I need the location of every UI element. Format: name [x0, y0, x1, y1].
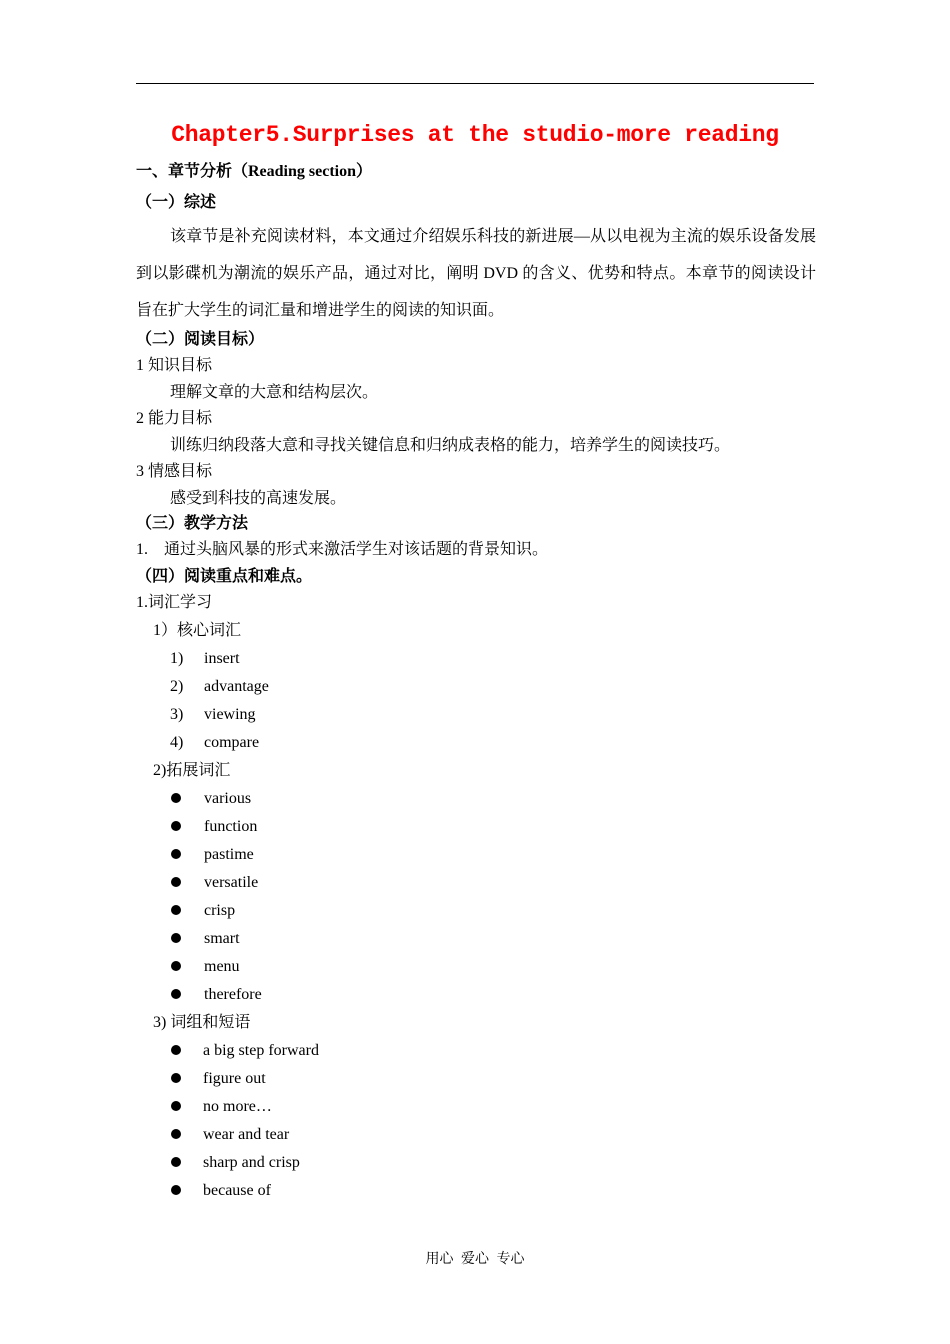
phrase-item: figure out [203, 1070, 266, 1087]
bullet-icon [170, 1157, 182, 1169]
core-vocab-item-number: 1) [170, 650, 184, 667]
core-vocab-heading: 1）核心词汇 [153, 622, 242, 639]
goal-1-detail: 理解文章的大意和结构层次。 [170, 384, 379, 401]
core-vocab-item-word: insert [204, 650, 240, 667]
extended-vocab-item: function [204, 818, 258, 835]
core-vocab-item [170, 733, 259, 753]
bullet-icon [170, 961, 182, 973]
core-vocab-item [170, 649, 240, 669]
method-item [136, 540, 548, 560]
extended-vocab-item: various [204, 790, 252, 807]
phrase-item: wear and tear [203, 1126, 290, 1143]
heading-methods: （三）教学方法 [136, 515, 249, 532]
method-item-number: 1. [136, 541, 148, 558]
header-rule [136, 83, 814, 84]
extended-vocab-heading: 2)拓展词汇 [153, 762, 231, 779]
bullet-icon [170, 1185, 182, 1197]
overview-paragraph: 该章节是补充阅读材料，本文通过介绍娱乐科技的新进展—从以电视为主流的娱乐设备发展到以影碟机为潮流的娱乐产品，通过对比，阐明 DVD 的含义、优势和特点。本章节的阅读设计旨在扩大学生的词汇量和增进学生的阅读的知识面。 [136, 228, 816, 319]
heading-keypoints: （四）阅读重点和难点。 [136, 568, 313, 585]
goal-1-label: 1 知识目标 [136, 357, 213, 374]
core-vocab-item-number: 3) [170, 706, 184, 723]
bullet-icon [170, 933, 182, 945]
bullet-icon [170, 1101, 182, 1113]
goal-3-label: 3 情感目标 [136, 463, 213, 480]
goal-2-label: 2 能力目标 [136, 410, 213, 427]
vocab-heading: 1.词汇学习 [136, 594, 213, 611]
bullet-icon [170, 1129, 182, 1141]
phrase-item: no more… [203, 1098, 272, 1115]
bullet-icon [170, 905, 182, 917]
goal-3-detail: 感受到科技的高速发展。 [170, 490, 347, 507]
phrases-heading: 3) 词组和短语 [153, 1014, 251, 1031]
core-vocab-item-word: compare [204, 734, 260, 751]
page-footer: 用心 爱心 专心 [425, 1252, 525, 1267]
core-vocab-item-number: 4) [170, 734, 184, 751]
core-vocab-item-word: advantage [204, 678, 269, 695]
bullet-icon [170, 849, 182, 861]
core-vocab-item-number: 2) [170, 678, 184, 695]
extended-vocab-item: therefore [204, 986, 262, 1003]
section-heading-analysis: 一、章节分析（Reading section） [136, 163, 373, 180]
heading-overview: （一）综述 [136, 194, 217, 211]
extended-vocab-item: smart [204, 930, 240, 947]
core-vocab-item-word: viewing [204, 706, 256, 723]
bullet-icon [170, 821, 182, 833]
heading-goals: （二）阅读目标） [136, 331, 265, 348]
core-vocab-item [170, 677, 269, 697]
bullet-icon [170, 877, 182, 889]
bullet-icon [170, 793, 182, 805]
phrase-item: sharp and crisp [203, 1154, 300, 1171]
phrase-item: because of [203, 1182, 271, 1199]
extended-vocab-item: versatile [204, 874, 259, 891]
bullet-icon [170, 1045, 182, 1057]
extended-vocab-item: menu [204, 958, 240, 975]
bullet-icon [170, 1073, 182, 1085]
phrase-item: a big step forward [203, 1042, 319, 1059]
goal-2-detail: 训练归纳段落大意和寻找关键信息和归纳成表格的能力，培养学生的阅读技巧。 [170, 437, 731, 454]
core-vocab-item [170, 705, 256, 725]
extended-vocab-item: crisp [204, 902, 236, 919]
bullet-icon [170, 989, 182, 1001]
method-item-text: 通过头脑风暴的形式来激活学生对该话题的背景知识。 [164, 541, 549, 558]
page-title: Chapter5.Surprises at the studio-more reading [171, 122, 779, 148]
extended-vocab-item: pastime [204, 846, 254, 863]
